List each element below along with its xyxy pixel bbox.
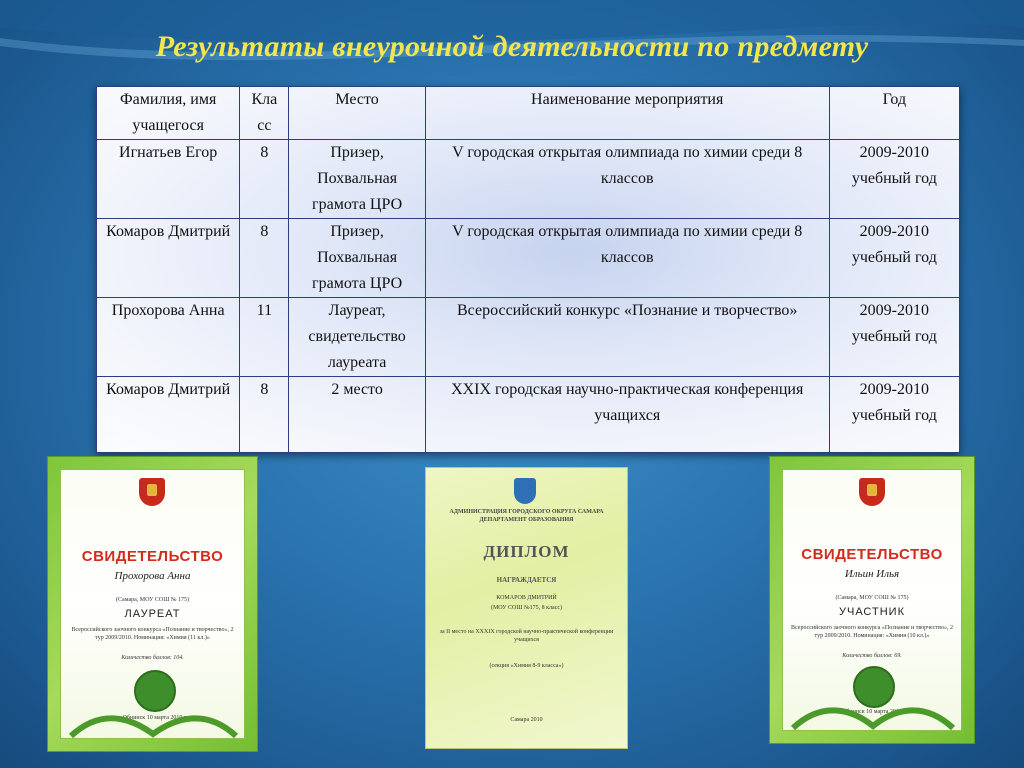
table-row xyxy=(97,298,960,377)
header-cell: Кла сс xyxy=(240,87,289,140)
table-row xyxy=(97,377,960,453)
header-cell: Год xyxy=(829,87,959,140)
certificate-contest: Всероссийского заочного конкурса «Познание и творчество», 2 тур 2009/2010. Номинация: «Химия (10 кл.)» xyxy=(791,625,953,639)
certificate-date: г. Обнинск 10 марта 2010 г. xyxy=(837,709,907,715)
certificate-role: ЛАУРЕАТ xyxy=(124,608,181,620)
diploma-section: (секция «Химия 8-9 класса») xyxy=(489,663,564,669)
certificate-contest: Всероссийского заочного конкурса «Познание и творчество», 2 тур 2009/2010. Номинация: «Химия (11 кл.)» xyxy=(71,627,234,641)
coat-of-arms-icon xyxy=(139,478,165,506)
certificate-recipient: Прохорова Анна xyxy=(114,570,191,582)
table-cell: Призер, Похвальная грамота ЦРО xyxy=(289,219,425,298)
table-cell: Комаров Дмитрий xyxy=(97,219,240,298)
certificate-frame xyxy=(782,469,962,731)
table-cell: Призер, Похвальная грамота ЦРО xyxy=(289,140,425,219)
table-row xyxy=(97,219,960,298)
certificate-score: Количество баллов: 104. xyxy=(121,655,184,661)
results-table xyxy=(96,86,960,453)
certificate-school: (Самара, МОУ СОШ № 175) xyxy=(835,595,909,601)
table-cell: XXIX городская научно-практическая конференция учащихся xyxy=(425,377,829,453)
table-cell: 2009-2010 учебный год xyxy=(829,219,959,298)
header-cell: Фамилия, имя учащегося xyxy=(97,87,240,140)
diploma-place: за II место на XXXIX городской научно-практической конференции учащихся xyxy=(439,629,614,643)
certificate-score: Количество баллов: 69. xyxy=(842,653,902,659)
table-cell: 8 xyxy=(240,219,289,298)
table-cell: 2009-2010 учебный год xyxy=(829,298,959,377)
certificate-school: (Самара, МОУ СОШ № 175) xyxy=(116,597,189,603)
certificate-participant-image xyxy=(769,456,975,744)
table-cell: 2009-2010 учебный год xyxy=(829,377,959,453)
certificate-frame xyxy=(60,469,245,739)
diploma-recipient: КОМАРОВ ДМИТРИЙ xyxy=(496,595,557,601)
page-title: Результаты внеурочной деятельности по предмету xyxy=(155,30,869,63)
table-header-row xyxy=(97,87,960,140)
table-cell: Прохорова Анна xyxy=(97,298,240,377)
table-cell: V городская открытая олимпиада по химии среди 8 классов xyxy=(425,140,829,219)
laurel-icon xyxy=(783,690,963,730)
table-row xyxy=(97,140,960,219)
table-cell: Всероссийский конкурс «Познание и творчество» xyxy=(425,298,829,377)
certificate-role: УЧАСТНИК xyxy=(839,606,905,618)
diploma-school: (МОУ СОШ №175, 8 класс) xyxy=(490,605,563,611)
table-cell: V городская открытая олимпиада по химии среди 8 классов xyxy=(425,219,829,298)
certificate-laureate-image xyxy=(47,456,258,752)
table-cell: Комаров Дмитрий xyxy=(97,377,240,453)
table-cell: Игнатьев Егор xyxy=(97,140,240,219)
certificate-title: СВИДЕТЕЛЬСТВО xyxy=(801,546,943,563)
laurel-icon xyxy=(61,698,246,738)
diploma-awarded: НАГРАЖДАЕТСЯ xyxy=(496,576,557,584)
diploma-city: Самара 2010 xyxy=(510,717,543,723)
table-cell: 2009-2010 учебный год xyxy=(829,140,959,219)
table-cell: Лауреат, свидетельство лауреата xyxy=(289,298,425,377)
city-emblem-icon xyxy=(514,478,536,504)
certificate-recipient: Ильин Илья xyxy=(844,568,900,580)
header-cell: Место xyxy=(289,87,425,140)
table-cell: 11 xyxy=(240,298,289,377)
certificate-date: г. Обнинск 10 марта 2010 г. xyxy=(117,715,188,721)
diploma-title: ДИПЛОМ xyxy=(483,542,570,561)
table-cell: 8 xyxy=(240,140,289,219)
coat-of-arms-icon xyxy=(859,478,885,506)
table-cell: 8 xyxy=(240,377,289,453)
table-cell: 2 место xyxy=(289,377,425,453)
diploma-image xyxy=(425,467,628,749)
diploma-header: АДМИНИСТРАЦИЯ ГОРОДСКОГО ОКРУГА САМАРА ДЕПАРТАМЕНТ ОБРАЗОВАНИЯ xyxy=(449,509,604,523)
certificate-title: СВИДЕТЕЛЬСТВО xyxy=(81,548,224,565)
header-cell: Наименование мероприятия xyxy=(425,87,829,140)
